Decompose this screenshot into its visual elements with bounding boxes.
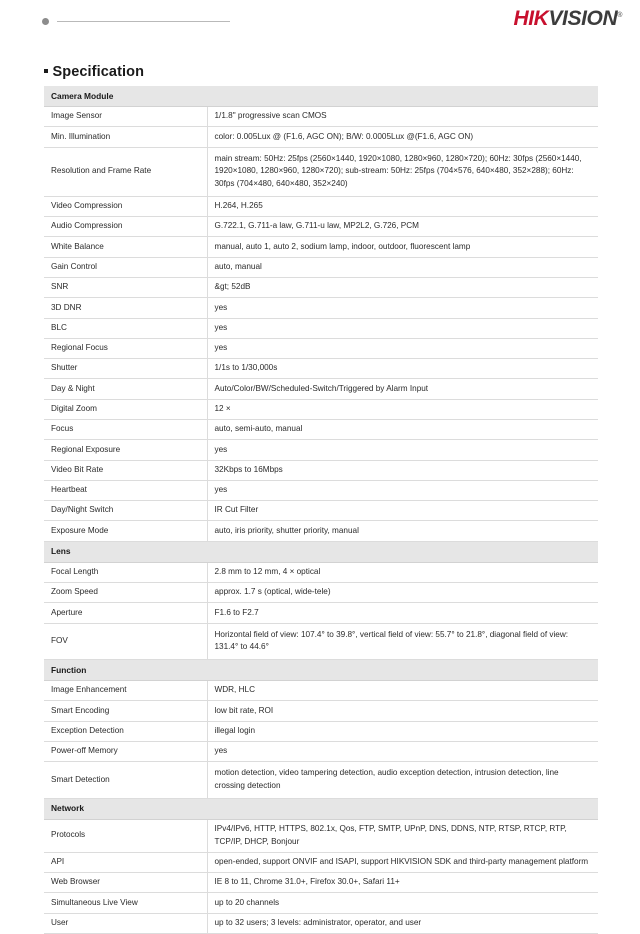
table-row-label: Smart Detection — [44, 762, 207, 798]
page-title-text: Specification — [52, 64, 145, 80]
table-row-label: Focal Length — [44, 562, 207, 582]
table-row-value: IPv4/IPv6, HTTP, HTTPS, 802.1x, Qos, FTP, SMTP, UPnP, DNS, DDNS, NTP, RTSP, RTCP, RTP, TCP/IP, DHCP, Bonjour — [207, 819, 598, 852]
table-row-value: yes — [207, 298, 598, 318]
table-row-label: Image Sensor — [44, 107, 207, 127]
table-row — [44, 681, 598, 701]
table-row — [44, 873, 598, 893]
table-row-label: FOV — [44, 623, 207, 659]
table-row-value: yes — [207, 318, 598, 338]
table-row-label: BLC — [44, 318, 207, 338]
table-row — [44, 819, 598, 852]
table-row-value: IR Cut Filter — [207, 501, 598, 521]
table-row-label: Resolution and Frame Rate — [44, 147, 207, 196]
table-row-label: Focus — [44, 419, 207, 439]
table-row-label: Gain Control — [44, 257, 207, 277]
table-row — [44, 762, 598, 798]
table-row-value: main stream: 50Hz: 25fps (2560×1440, 1920×1080, 1280×960, 1280×720); 60Hz: 30fps (2560×1440, 1920×1080, 1280×960, 1280×720); sub-stream: 50Hz: 25fps (704×576, 640×480, 352×288); 60Hz: 30fps (704×480, 640×480, 352×240) — [207, 147, 598, 196]
table-row-value: yes — [207, 338, 598, 358]
table-row — [44, 623, 598, 659]
header-dot-icon — [42, 18, 49, 25]
table-row — [44, 741, 598, 761]
table-row-label: 3D DNR — [44, 298, 207, 318]
table-row-label: Regional Focus — [44, 338, 207, 358]
table-row — [44, 379, 598, 399]
table-row — [44, 460, 598, 480]
table-row-value: 1/1.8" progressive scan CMOS — [207, 107, 598, 127]
table-row — [44, 359, 598, 379]
table-row-value: illegal login — [207, 721, 598, 741]
table-row-label: Zoom Speed — [44, 583, 207, 603]
table-row-label: Protocols — [44, 819, 207, 852]
table-row-label: Audio Compression — [44, 217, 207, 237]
table-row-value: up to 32 users; 3 levels: administrator, operator, and user — [207, 913, 598, 933]
table-row — [44, 196, 598, 216]
table-row-value: 1/1s to 1/30,000s — [207, 359, 598, 379]
table-row-value: IE 8 to 11, Chrome 31.0+, Firefox 30.0+, Safari 11+ — [207, 873, 598, 893]
table-section-header — [44, 798, 598, 819]
table-row — [44, 277, 598, 297]
table-row — [44, 318, 598, 338]
table-row — [44, 338, 598, 358]
specification-table — [44, 86, 598, 934]
table-row-label: White Balance — [44, 237, 207, 257]
table-row — [44, 419, 598, 439]
table-row — [44, 257, 598, 277]
table-row — [44, 217, 598, 237]
table-row-label: Video Bit Rate — [44, 460, 207, 480]
table-row-label: Simultaneous Live View — [44, 893, 207, 913]
table-row-label: API — [44, 852, 207, 872]
table-row-value: low bit rate, ROI — [207, 701, 598, 721]
table-row-label: Exception Detection — [44, 721, 207, 741]
table-row — [44, 603, 598, 623]
table-row — [44, 913, 598, 933]
table-row — [44, 107, 598, 127]
table-row — [44, 237, 598, 257]
table-row-label: Regional Exposure — [44, 440, 207, 460]
hikvision-logo — [513, 8, 622, 29]
header-divider-line — [57, 21, 230, 22]
table-row — [44, 583, 598, 603]
table-section-header — [44, 541, 598, 562]
table-row-label: Digital Zoom — [44, 399, 207, 419]
page-title — [44, 64, 640, 80]
table-row-label: Smart Encoding — [44, 701, 207, 721]
title-bullet-icon — [44, 69, 48, 73]
table-row — [44, 127, 598, 147]
table-section-header-label: Network — [44, 798, 598, 819]
table-row-value: 2.8 mm to 12 mm, 4 × optical — [207, 562, 598, 582]
table-row — [44, 893, 598, 913]
table-row — [44, 440, 598, 460]
table-row — [44, 147, 598, 196]
table-row-value: F1.6 to F2.7 — [207, 603, 598, 623]
table-row-label: SNR — [44, 277, 207, 297]
table-row-value: WDR, HLC — [207, 681, 598, 701]
table-row-label: Exposure Mode — [44, 521, 207, 541]
table-row-label: Video Compression — [44, 196, 207, 216]
table-row — [44, 480, 598, 500]
specification-table-body — [44, 86, 598, 933]
header-decoration — [42, 18, 230, 25]
table-row-value: Auto/Color/BW/Scheduled-Switch/Triggered by Alarm Input — [207, 379, 598, 399]
table-row — [44, 298, 598, 318]
table-row-value: yes — [207, 440, 598, 460]
table-row-value: motion detection, video tampering detection, audio exception detection, intrusion detection, line crossing detection — [207, 762, 598, 798]
table-row-value: &gt; 52dB — [207, 277, 598, 297]
table-row-label: Web Browser — [44, 873, 207, 893]
table-row-value: 32Kbps to 16Mbps — [207, 460, 598, 480]
table-section-header-label: Lens — [44, 541, 598, 562]
table-row-value: approx. 1.7 s (optical, wide-tele) — [207, 583, 598, 603]
table-row-value: manual, auto 1, auto 2, sodium lamp, indoor, outdoor, fluorescent lamp — [207, 237, 598, 257]
table-row-value: Horizontal field of view: 107.4° to 39.8°, vertical field of view: 55.7° to 21.8°, diagonal field of view: 131.4° to 44.6° — [207, 623, 598, 659]
table-row-label: Day/Night Switch — [44, 501, 207, 521]
table-row-value: yes — [207, 741, 598, 761]
table-row-label: User — [44, 913, 207, 933]
table-row-label: Power-off Memory — [44, 741, 207, 761]
table-row-value: open-ended, support ONVIF and ISAPI, support HIKVISION SDK and third-party management platform — [207, 852, 598, 872]
table-row — [44, 852, 598, 872]
table-section-header — [44, 660, 598, 681]
table-section-header-label: Camera Module — [44, 86, 598, 107]
table-row — [44, 521, 598, 541]
logo-secondary-text: VISION — [548, 7, 618, 30]
table-row-value: H.264, H.265 — [207, 196, 598, 216]
table-row — [44, 701, 598, 721]
table-row-value: up to 20 channels — [207, 893, 598, 913]
table-row — [44, 399, 598, 419]
logo-trademark-symbol: ® — [617, 12, 622, 19]
table-row-label: Aperture — [44, 603, 207, 623]
table-row — [44, 501, 598, 521]
table-row-label: Min. Illumination — [44, 127, 207, 147]
table-row-value: G.722.1, G.711-a law, G.711-u law, MP2L2, G.726, PCM — [207, 217, 598, 237]
table-row-label: Image Enhancement — [44, 681, 207, 701]
table-section-header — [44, 86, 598, 107]
table-row — [44, 721, 598, 741]
table-row-label: Day & Night — [44, 379, 207, 399]
table-row-label: Heartbeat — [44, 480, 207, 500]
table-row-value: auto, iris priority, shutter priority, manual — [207, 521, 598, 541]
logo-primary-text: HIK — [513, 7, 549, 30]
table-section-header-label: Function — [44, 660, 598, 681]
table-row-value: yes — [207, 480, 598, 500]
table-row-value: auto, semi-auto, manual — [207, 419, 598, 439]
table-row-value: 12 × — [207, 399, 598, 419]
table-row-value: auto, manual — [207, 257, 598, 277]
table-row — [44, 562, 598, 582]
page-header — [0, 0, 640, 42]
table-row-value: color: 0.005Lux @ (F1.6, AGC ON); B/W: 0.0005Lux @(F1.6, AGC ON) — [207, 127, 598, 147]
table-row-label: Shutter — [44, 359, 207, 379]
